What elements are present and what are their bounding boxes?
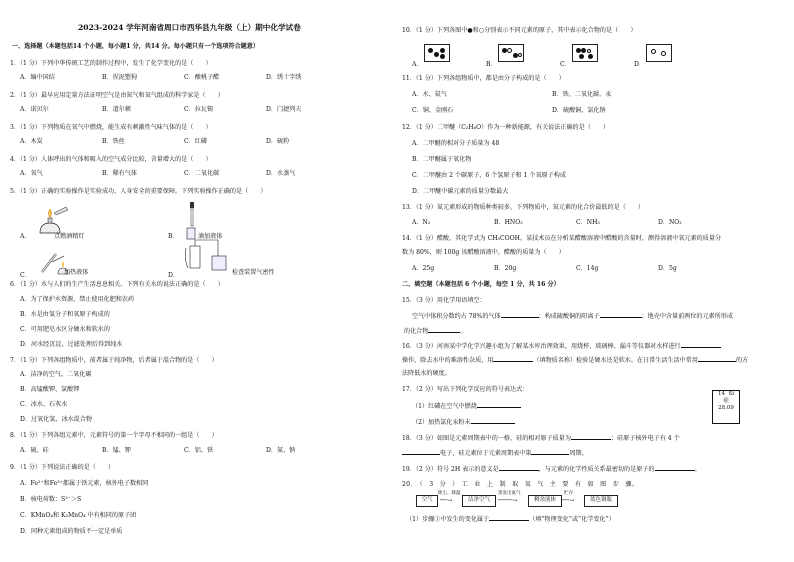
molecule-box-a: [424, 44, 450, 62]
question-16-line2: 操作，除去水中的难溶性杂质，用 （填物质名称）检验是硬水还是软水。在日常生活生活中常用 的方: [402, 357, 749, 364]
option[interactable]: B．20g: [494, 265, 517, 272]
answer-blank[interactable]: [489, 515, 529, 521]
answer-blank[interactable]: [428, 327, 460, 333]
question-20: 20． （ 3 分 ） 工 业 上 制 取 氧 气 主 要 有 如 图 步 骤。: [402, 481, 638, 488]
answer-blank[interactable]: [655, 465, 695, 471]
q12-option-c[interactable]: C．二甲醚由 2 个碳原子、6 个氢原子和 1 个氧原子构成: [412, 172, 566, 179]
flow-arrow-3-label: 贮存: [564, 491, 573, 496]
q7-option-a[interactable]: A．洁净的空气、二氧化碳: [20, 371, 92, 378]
option[interactable]: B．捏泥塑狗: [102, 74, 137, 81]
flow-step-blue-cylinder: 蓝色钢瓶: [584, 495, 618, 507]
question-2: 2．（1 分）最早应用定量方法证明空气是由氮气和氧气组成的科学家是（ ）: [10, 92, 224, 99]
option[interactable]: A．25g: [412, 265, 435, 272]
q12-option-d[interactable]: D．二甲醚中碳元素的质量分数最大: [412, 188, 509, 195]
option[interactable]: D．水蒸气: [266, 170, 296, 177]
option[interactable]: C．拉瓦锡: [184, 106, 214, 113]
flow-arrow-1-label: 除尘、降温: [438, 491, 461, 496]
question-20-part1: （1）步骤①中发生的变化属于 （填“物理变化”或“化学变化”）: [406, 516, 615, 523]
right-column: [402, 0, 784, 562]
flow-step-clean-air: 洁净空气: [462, 495, 496, 507]
exam-title: 2023-2024 学年河南省周口市西华县九年级（上）期中化学试卷: [78, 23, 301, 32]
q9-option-a[interactable]: A．Fe²⁺和Fe³⁺都属于铁元素，核外电子数相同: [20, 480, 149, 487]
question-1-options: [20, 74, 348, 81]
answer-blank[interactable]: [471, 418, 515, 424]
option[interactable]: B．HNO₃: [494, 219, 523, 226]
q7-option-c[interactable]: C．冰水、石灰水: [20, 401, 68, 408]
q9-option-c[interactable]: C．KMnO₄和 K₂MnO₄ 中有相同的原子团: [20, 512, 137, 519]
option[interactable]: B．道尔顿: [102, 106, 131, 113]
question-17-part2: （2）加热氯化汞粉末: [412, 418, 515, 426]
question-11-options-row2: [412, 107, 692, 114]
element-name: 硅: [723, 398, 729, 404]
q6-option-b[interactable]: B．水是由氢分子和氧原子构成的: [20, 311, 110, 318]
molecule-box-c: [572, 44, 598, 62]
option[interactable]: C．铜、金刚石: [412, 107, 454, 114]
answer-blank[interactable]: [402, 449, 440, 455]
molecule-box-d: [646, 44, 672, 62]
question-1: 1．（1 分）下列中华传统工艺的制作过程中，发生了化学变化的是（ ）: [10, 60, 212, 67]
answer-blank[interactable]: [501, 312, 539, 318]
option[interactable]: D．硫粉: [266, 138, 290, 145]
option[interactable]: C．酿桃子醋: [184, 74, 220, 81]
question-13: 13．（1 分）氮元素形成的物质种类较多。下列物质中，氮元素的化合价最低的是（ ）: [402, 204, 645, 211]
left-column: [10, 0, 392, 562]
answer-blank[interactable]: [531, 449, 569, 455]
flow-step-remaining-liquid: 剩余液体: [528, 495, 562, 507]
option[interactable]: C．红磷: [184, 138, 207, 145]
option[interactable]: A．编中国结: [20, 74, 55, 81]
alcohol-lamp-picture: [36, 203, 70, 237]
q12-option-b[interactable]: B．二甲醚属于氧化物: [412, 156, 472, 163]
option[interactable]: B．铁丝: [102, 138, 125, 145]
question-14-line2: 数为 80%，则 100g 该醋酸溶液中，醋酸的质量为（ ）: [402, 249, 565, 256]
option[interactable]: D．硫酸铜、氯化钠: [552, 107, 606, 114]
question-19: 19．（2 分）符号 2H 表示的意义是 ，与元素的化学性质关系最密切的是原子的 。: [402, 466, 701, 473]
q5-option-c-letter[interactable]: C．: [20, 272, 31, 279]
question-18-line1: 18．（3 分）如图是元素周期表中的一格，硅的相对原子质量为 ；硅原子核外电子有 4 个: [402, 435, 680, 442]
question-2-options: [20, 106, 348, 113]
option[interactable]: A．N₂: [412, 219, 431, 226]
question-4-options: [20, 170, 348, 177]
answer-blank[interactable]: [571, 434, 611, 440]
option[interactable]: A．水、氦气: [412, 91, 447, 98]
section-1-heading: 一、选择题（本题包括14 个小题，每小题1 分，共14 分。每小题只有一个选项符合题意）: [12, 43, 259, 50]
q10-option-a-letter[interactable]: A．: [412, 61, 423, 68]
answer-blank[interactable]: [477, 402, 521, 408]
question-3-options: [20, 138, 348, 145]
q7-option-b[interactable]: B．高锰酸钾、氯酸钾: [20, 386, 80, 393]
q5-option-a-label: 点燃酒精灯: [54, 233, 85, 240]
option[interactable]: A．诺贝尔: [20, 106, 49, 113]
q5-option-b-letter[interactable]: B．: [168, 233, 179, 240]
question-6: 6．（1 分）水与人们的生产生活息息相关。下列有关水的说法正确的是（ ）: [10, 281, 224, 288]
option[interactable]: A．木炭: [20, 138, 43, 145]
answer-blank[interactable]: [499, 465, 539, 471]
question-11-options-row1: [412, 91, 692, 98]
option[interactable]: C．14g: [576, 265, 599, 272]
answer-blank[interactable]: [698, 356, 736, 362]
question-12: 12．（1 分）二甲醚（C₂H₆O）作为一种新能源，有关说法正确的是（ ）: [402, 124, 610, 131]
question-9: 9．（1 分）下列说法正确的是（ ）: [10, 464, 115, 471]
question-4: 4．（1 分）人体呼出的气体和吸入的空气成分比较，含量增大的是（ ）: [10, 156, 212, 163]
periodic-table-cell: [712, 390, 740, 424]
question-5: 5．（1 分）正确的实验操作是实验成功、人身安全的重要保障。下列实验操作正确的是（ ）: [10, 188, 267, 195]
question-15-line1: 空气中体积分数约占 78%的气体 ；构成硫酸铜的阳离子 ；地壳中含量前两位的元素所形成: [412, 313, 733, 320]
q9-option-d[interactable]: D．同种元素组成的物质不一定是单质: [20, 528, 123, 535]
question-16-line1: 16．（3 分）河南某中学化学兴趣小组为了解某水库治理效果，用烧杯、玻璃棒、漏斗等仪器对水样进行: [402, 342, 721, 350]
option[interactable]: D．门捷列夫: [266, 106, 302, 113]
atomic-number: 14 Si: [717, 391, 735, 397]
option[interactable]: C．NH₃: [576, 219, 600, 226]
question-10: 10．（1 分）下列各图中●和○分别表示不同元素的原子，其中表示化合物的是（ ）: [402, 27, 637, 34]
question-14-line1: 14．（1 分）醋酸，其化学式为 CH₃COOH。某技术员在分析某醋酸溶液中醋酸的含量时，测得溶液中氧元素的质量分: [402, 235, 722, 242]
q10-option-c-letter[interactable]: C．: [560, 61, 571, 68]
q6-option-a[interactable]: A．为了保护水资源，禁止使用化肥和农药: [20, 296, 135, 303]
question-8-options: [20, 447, 348, 454]
question-15: 15．（3 分）用化学用语填空：: [402, 297, 486, 304]
option[interactable]: D．NO₂: [658, 219, 682, 226]
answer-blank[interactable]: [681, 342, 721, 348]
question-15-line2: 的化合物 。: [404, 328, 467, 335]
flow-arrow-2-label: 蒸发出氮气: [498, 491, 521, 496]
option[interactable]: D．氮、钠: [266, 447, 296, 454]
option[interactable]: A．氧气: [20, 170, 43, 177]
airtightness-check-picture: [182, 236, 234, 274]
option[interactable]: B．铁、二氧化碳、汞: [552, 91, 612, 98]
section-2-heading: 二、填空题（本题包括 6 个小题，每空 1 分，共 16 分）: [402, 281, 560, 288]
molecule-box-b: [498, 44, 524, 62]
option[interactable]: D．5g: [658, 265, 677, 272]
q6-option-c[interactable]: C．可用肥皂水区分硬水和软水的: [20, 326, 110, 333]
question-16-line3: 法降低水的硬度。: [402, 370, 451, 377]
question-17-part1: （1）红磷在空气中燃烧: [412, 402, 521, 410]
q10-option-b-letter[interactable]: B．: [486, 61, 497, 68]
option[interactable]: B．稀有气体: [102, 170, 137, 177]
q5-option-d-letter[interactable]: D．: [168, 272, 179, 279]
option[interactable]: B．锰、钾: [102, 447, 131, 454]
question-11: 11．（1 分）下列各组物质中，都是由分子构成的是（ ）: [402, 75, 565, 82]
option[interactable]: A．硫、硅: [20, 447, 49, 454]
q12-option-a[interactable]: A．二甲醚的相对分子质量为 48: [412, 140, 500, 147]
answer-blank[interactable]: [600, 312, 642, 318]
q9-option-b[interactable]: B．核电荷数：S²⁻＞S: [20, 496, 82, 503]
q5-option-d-label: 检查装置气密性: [232, 269, 275, 276]
question-13-options: [412, 219, 740, 226]
q10-option-d-letter[interactable]: D．: [634, 61, 645, 68]
q5-option-b-label: 滴加液体: [198, 233, 223, 240]
option[interactable]: C．二氧化碳: [184, 170, 220, 177]
question-3: 3．（1 分）下列物质在氧气中燃烧，能生成有刺激性气味气体的是（ ）: [10, 124, 212, 131]
question-7: 7．（1 分）下列各组物质中，前者属于纯净物，后者属于混合物的是（ ）: [10, 357, 218, 364]
q6-option-d[interactable]: D．河水经沉淀、过滤处理后得到纯水: [20, 341, 123, 348]
option[interactable]: C．铝、铁: [184, 447, 214, 454]
flow-step-air: 空气: [416, 495, 438, 507]
question-18-line2: 电子，硅元素位于元素周期表中第 周期。: [402, 449, 588, 457]
question-14-options: [412, 265, 740, 272]
question-17: 17．（2 分）写出下列化学反应的符号表达式：: [402, 386, 529, 393]
arrow-right-icon: ──→: [562, 497, 575, 504]
arrow-right-icon: ────→: [498, 497, 518, 504]
q5-option-c-label: 加热液体: [64, 269, 89, 276]
arrow-right-icon: ──→: [440, 497, 453, 504]
question-8: 8．（1 分）下列各组元素中，元素符号的第一个字母不相同的一组是（ ）: [10, 432, 218, 439]
q7-option-d[interactable]: D．过氧化氢、冰水混合物: [20, 416, 92, 423]
atomic-mass: 28.09: [718, 405, 734, 411]
option[interactable]: D．绣十字绣: [266, 74, 302, 81]
q5-option-a-letter[interactable]: A．: [20, 233, 31, 240]
answer-blank[interactable]: [493, 356, 533, 362]
